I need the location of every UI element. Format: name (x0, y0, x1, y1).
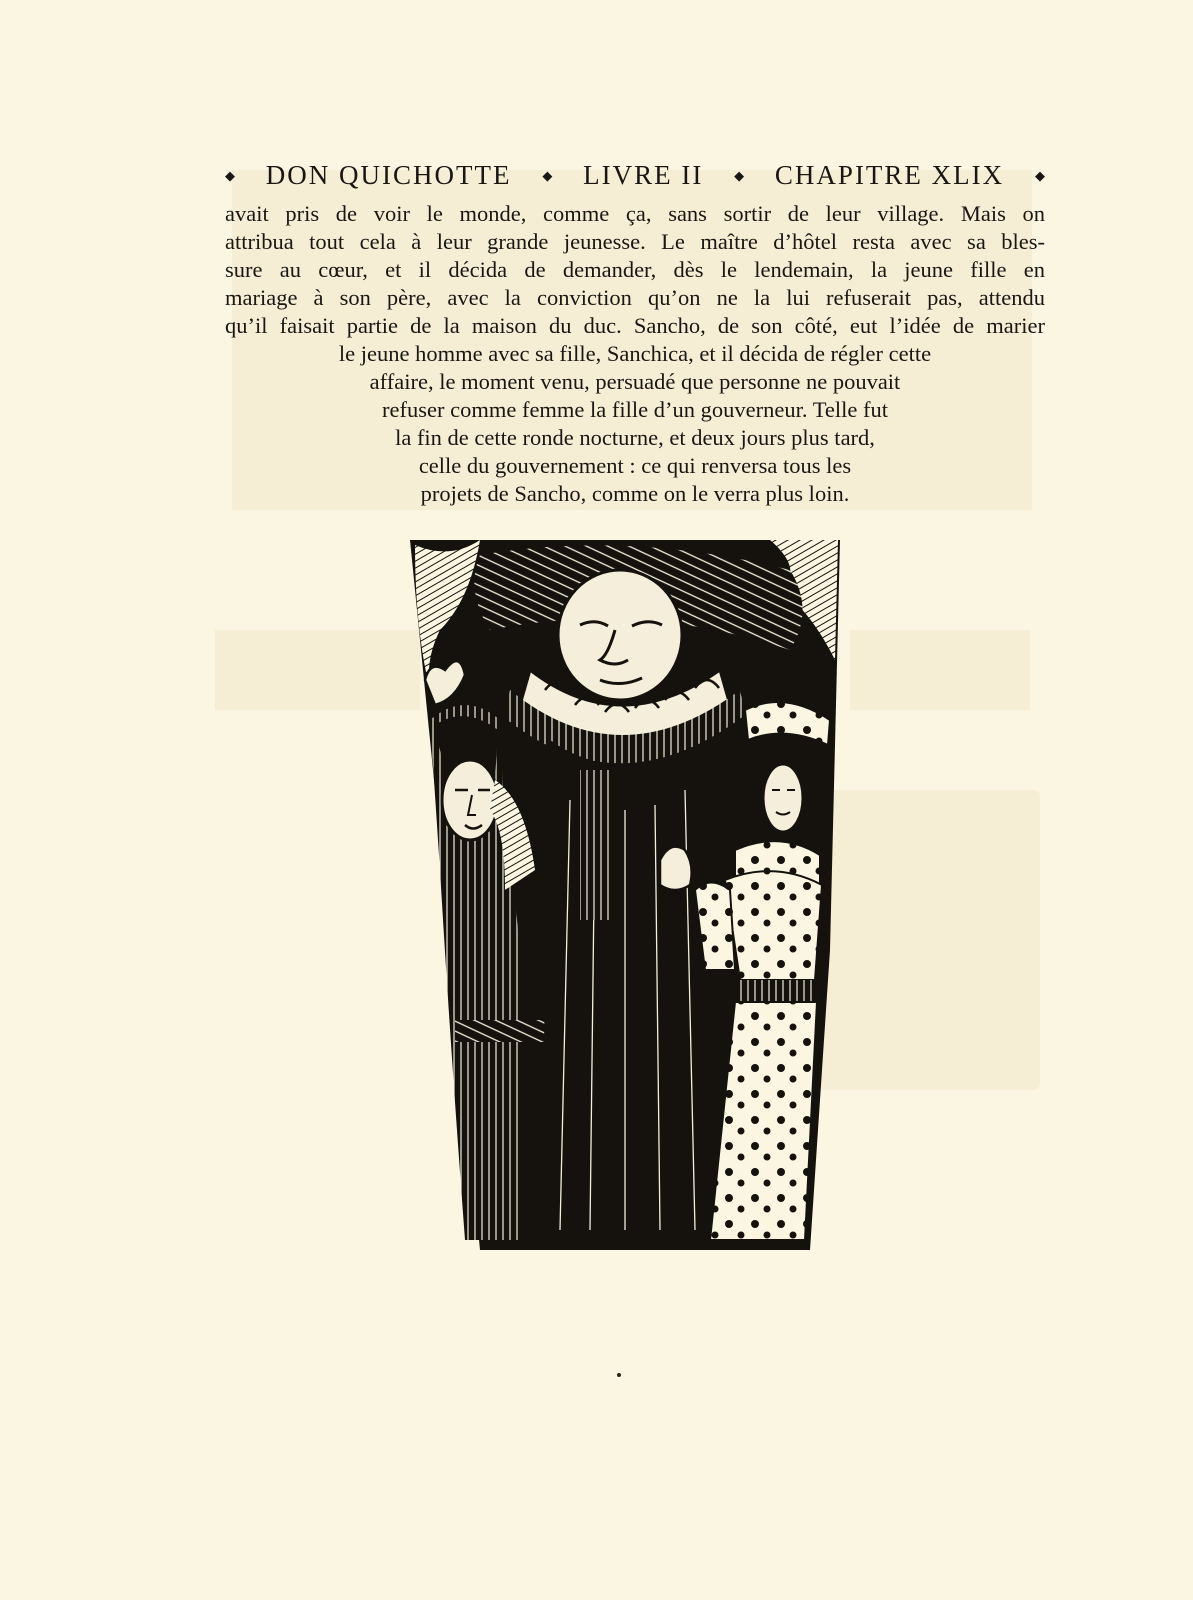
running-head-title: DON QUICHOTTE (265, 160, 512, 190)
steward-face (558, 570, 682, 700)
body-text (225, 200, 1045, 508)
running-head-chapter: CHAPITRE XLIX (774, 160, 1005, 190)
ornament-diamond: ◆ (1034, 167, 1045, 183)
text-line: affaire, le moment venu, persuadé que personne ne pouvait (369, 369, 901, 394)
text-line: mariage à son père, avec la conviction qu’on ne la lui refuserait pas, attendu (225, 285, 1045, 310)
chain-pendant (580, 770, 610, 920)
ornament-diamond: ◆ (225, 167, 235, 183)
pointing-hand (660, 847, 692, 890)
woodcut-drawing (410, 540, 860, 1270)
young-woman-sash (735, 980, 817, 1002)
running-head-book: LIVRE II (583, 160, 704, 190)
running-head (225, 160, 1045, 191)
ornament-diamond: ◆ (542, 167, 553, 183)
young-woman-face (763, 764, 803, 832)
text-line: avait pris de voir le monde, comme ça, sans sortir de leur village. Mais on (225, 201, 1045, 226)
show-through-area-left-heading (215, 630, 420, 710)
text-line: celle du gouvernement : ce qui renversa tous les (418, 453, 852, 478)
text-line: la fin de cette ronde nocturne, et deux jours plus tard, (395, 425, 875, 450)
text-line: qu’il faisait partie de la maison du duc. Sancho, de son côté, eut l’idée de marier (225, 313, 1045, 338)
text-line: le jeune homme avec sa fille, Sanchica, et il décida de régler cette (338, 341, 932, 366)
text-line: projets de Sancho, comme on le verra plus loin. (420, 481, 850, 506)
page-dot (617, 1373, 621, 1377)
ornament-diamond: ◆ (734, 167, 745, 183)
text-line: sure au cœur, et il décida de demander, dès le lendemain, la jeune fille en (225, 257, 1045, 282)
young-woman-bodice (725, 871, 822, 980)
text-line: refuser comme femme la fille d’un gouverneur. Telle fut (382, 397, 888, 422)
text-line: attribua tout cela à leur grande jeunesse. Le maître d’hôtel resta avec sa bles- (225, 229, 1045, 254)
show-through-area-right-heading (850, 630, 1030, 710)
woodcut-illustration (410, 540, 860, 1270)
